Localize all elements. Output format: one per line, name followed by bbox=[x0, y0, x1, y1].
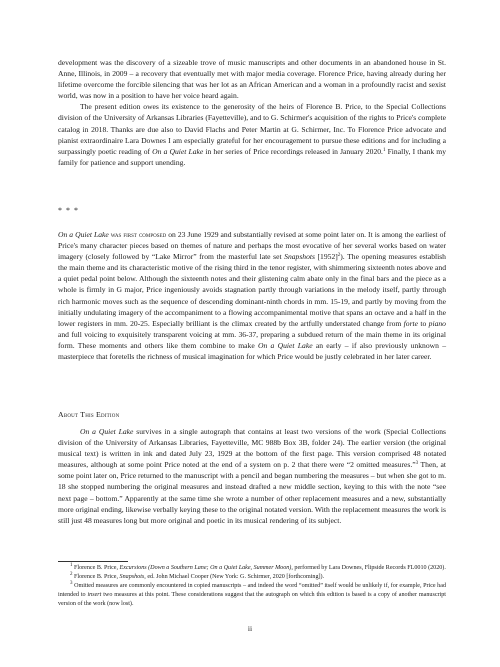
footnote-1: $^1$ Florence B. Price, Excursions (Down a Southern Lane; On a Quiet Lake, Summer Moon), performed by Lara Downes, Flipside Records FL0010 (2020). bbox=[70, 563, 446, 571]
section-separator: * * * bbox=[58, 206, 79, 215]
footnote-rule bbox=[58, 561, 128, 562]
paragraph-discovery: development was the discovery of a sizeable trove of music manuscripts and other documents in an abandoned house in St. Anne, Illinois, in 2009 – a recovery that eventually met with major media coverage. Florence Price, having already during her lifetime overcome the forcible silencing that was her lot as an African American and a woman in a profoundly racist and sexist world, was now in a position to have her voice heard again. bbox=[58, 58, 446, 101]
paragraph-acknowledgements: The present edition owes its existence to the generosity of the heirs of Florence B. Price, to the Special Collections division of the University of Arkansas Libraries (Fayetteville), and to G. Schirmer's acquisition of the rights to Price's complete catalog in 2018. Thanks are due also to David Flachs and Peter Martin at G. Schirmer, Inc. To Florence Price advocate and pianist extraordinaire Lara Downes I am especially grateful for her encouragement to pursue these editions and for including a surpassingly poetic reading of On a Quiet Lake in her series of Price recordings released in January 2020.$^1$ Finally, I thank my family for patience and support unending. bbox=[58, 102, 447, 167]
footnote-2: $^2$ Florence B. Price, Snapshots, ed. John Michael Cooper (New York: G. Schirmer, 2020 [forthcoming]). bbox=[70, 572, 325, 580]
paragraph-description: On a Quiet Lake was first composed on 23 June 1929 and substantially revised at some point later on. It is among the earliest of Price's many character pieces based on themes of nature and perhaps the most evocative of her several works based on water imagery (closely followed by “Lake Mirror” from the masterful late set Snapshots $[1952]^2$). The opening measures establish the main theme and its characteristic motive of the rising third in the tenor register, with shimmering sixteenth notes above and a quiet pedal point below. Although the sixteenth notes and their glistening calm abate only in the final bars and the piece as a whole is firmly in G major, Price ingeniously avoids stagnation partly through variations in the melody itself, partly through rich harmonic moves such as the sequence of descending dominant-ninth chords in mm. 15-19, and partly by moving from the initially undulating imagery of the accompaniment to a flowing accompanimental motive that spans an octave and a half in the lower registers in mm. 20-25. Especially brilliant is the climax created by the artfully understated change from forte to piano and full voicing to exquisitely transparent voicing at mm. 36-37, preparing a subdued return of the main theme in its original form. These moments and others like them combine to make On a Quiet Lake an early – if also previously unknown – masterpiece that foretells the richness of musical imagination for which Price would be justly celebrated in her later career. bbox=[58, 230, 447, 362]
section-heading-about: About This Edition bbox=[58, 410, 120, 419]
page-number: ii bbox=[247, 624, 253, 633]
footnote-3: $^3$ Omitted measures are commonly encountered in copied manuscripts – and indeed the word “omitted” itself would be unlikely if, for example, Price had intended to insert two measures at this point. These considerations suggest that the autograph on which this edition is based is a copy of another manuscript version of the work (now lost). bbox=[58, 581, 446, 607]
footnotes bbox=[58, 564, 446, 609]
body-text-bottom bbox=[58, 426, 446, 526]
body-text-top bbox=[58, 57, 446, 168]
paragraph-edition: On a Quiet Lake survives in a single autograph that contains at least two versions of the work (Special Collections division of the University of Arkansas Libraries, Fayetteville, MC 988b Box 3B, folder 24). The earlier version (the original musical text) is written in ink and dated July 23, 1929 at the bottom of the first page. This version comprised 48 notated measures, although at some point Price noted at the end of a system on p. 2 that there were “2 omitted measures.”$^3$ Then, at some point later on, Price returned to the manuscript with a pencil and began numbering the measures – but when she got to m. 18 she stopped numbering the original measures and instead drafted a new middle section, keying to this with the note “see next page – bottom.” Apparently at the same time she wrote a number of other replacement measures and a new, substantially more original ending, likewise verbally keying these to the original notated version. With the replacement measures the work is still just 48 measures long but more original and poetic in its musical rendering of its subject. bbox=[58, 427, 447, 525]
body-text-middle bbox=[58, 229, 446, 362]
